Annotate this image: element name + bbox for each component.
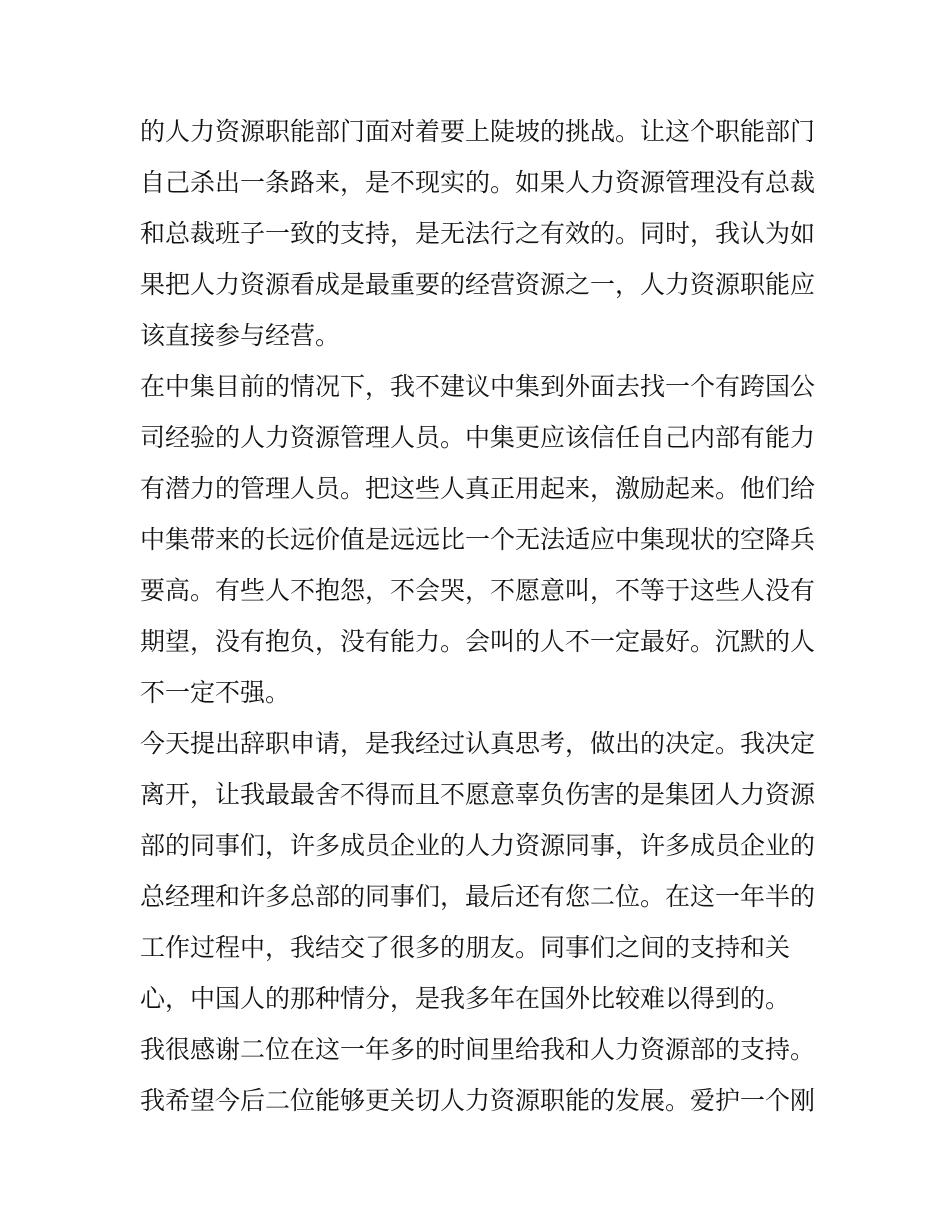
text-line: 要高。有些人不抱怨，不会哭，不愿意叫，不等于这些人没有 [140,576,816,605]
text-line: 工作过程中，我结交了很多的朋友。同事们之间的支持和关 [140,933,791,962]
text-line: 该直接参与经营。 [140,321,341,350]
text-line: 离开，让我最最舍不得而且不愿意辜负伤害的是集团人力资源 [140,780,816,809]
text-line: 有潜力的管理人员。把这些人真正用起来，激励起来。他们给 [140,474,816,503]
text-line: 中集带来的长远价值是远远比一个无法适应中集现状的空降兵 [140,525,816,554]
text-line: 司经验的人力资源管理人员。中集更应该信任自己内部有能力 [140,423,816,452]
text-line: 期望，没有抱负，没有能力。会叫的人不一定最好。沉默的人 [140,627,816,656]
text-line: 心，中国人的那种情分，是我多年在国外比较难以得到的。 [140,984,791,1013]
body-text [140,106,816,1126]
text-line: 自己杀出一条路来，是不现实的。如果人力资源管理没有总裁 [140,168,816,197]
text-line: 和总裁班子一致的支持，是无法行之有效的。同时，我认为如 [140,219,816,248]
text-line: 今天提出辞职申请，是我经过认真思考，做出的决定。我决定 [140,729,816,758]
text-line: 部的同事们，许多成员企业的人力资源同事，许多成员企业的 [140,831,816,860]
text-line: 在中集目前的情况下，我不建议中集到外面去找一个有跨国公 [140,372,816,401]
text-line: 果把人力资源看成是最重要的经营资源之一，人力资源职能应 [140,270,816,299]
text-line: 总经理和许多总部的同事们，最后还有您二位。在这一年半的 [140,882,816,911]
text-line: 不一定不强。 [140,678,291,707]
text-line: 的人力资源职能部门面对着要上陡坡的挑战。让这个职能部门 [140,117,816,146]
text-line: 我很感谢二位在这一年多的时间里给我和人力资源部的支持。 [140,1035,816,1064]
text-line: 我希望今后二位能够更关切人力资源职能的发展。爱护一个刚 [140,1086,816,1115]
